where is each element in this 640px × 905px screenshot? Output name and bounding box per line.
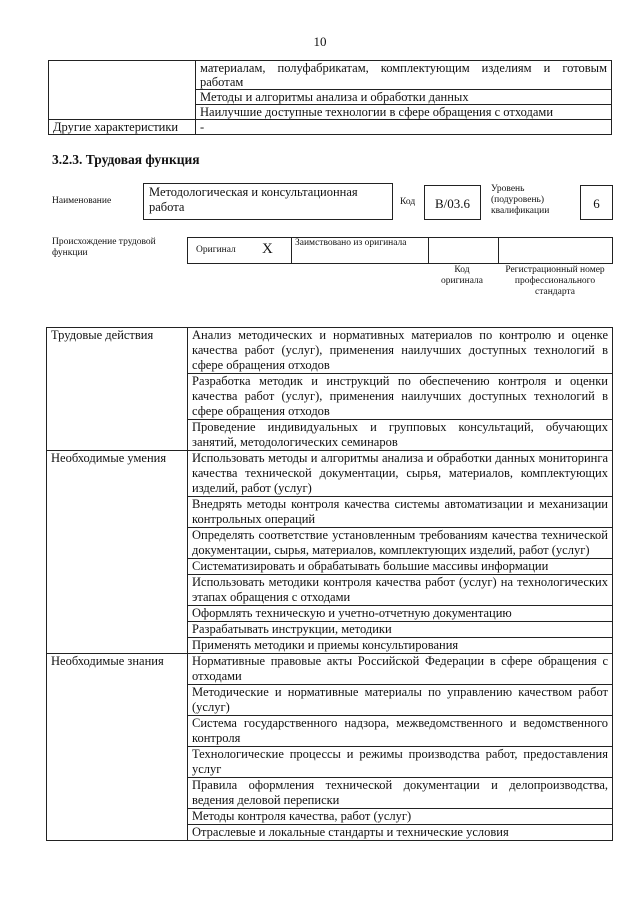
top-table-row: Наилучшие доступные технологии в сфере обращения с отходами [196,105,612,120]
table-row: Проведение индивидуальных и групповых консультаций, обучающих занятий, методологических семинаров [188,420,613,451]
reg-number-caption: Регистрационный номер профессионального стандарта [505,265,605,297]
category-label: Необходимые знания [47,654,188,841]
table-row: Разрабатывать инструкции, методики [188,622,613,638]
top-table [48,60,612,135]
level-label: Уровень (подуровень) квалификации [491,184,550,216]
top-table-row: Методы и алгоритмы анализа и обработки данных [196,90,612,105]
code-value: B/03.6 [434,196,471,211]
level-value-box [580,185,613,220]
name-value-box [143,183,393,220]
table-row: Внедрять методы контроля качества системы автоматизации и механизации контрольных операций [188,497,613,528]
table-row: Технологические процессы и режимы производства работ, предоставления услуг [188,747,613,778]
borrowed-label: Заимствовано из оригинала [295,238,407,248]
top-table-row: материалам, полуфабрикатам, комплектующим изделиям и готовым работам [196,61,612,90]
table-row: Методические и нормативные материалы по управлению качеством работ (услуг) [188,685,613,716]
name-value: Методологическая и консультационная работа [149,185,358,214]
table-row: Разработка методик и инструкций по обеспечению контроля и оценки качества работ (услуг), применения наилучших доступных технологий в сфере обращения отходов [188,374,613,420]
table-row: Правила оформления технической документации и делопроизводства, ведения деловой переписки [188,778,613,809]
table-row: Отраслевые и локальные стандарты и технические условия [188,825,613,841]
section-heading: 3.2.3. Трудовая функция [52,152,200,167]
other-characteristics-value: - [196,120,612,135]
category-label: Необходимые умения [47,451,188,654]
code-original-caption: Код оригинала [441,265,483,286]
origin-label: Происхождение трудовой функции [52,237,156,258]
table-row: Анализ методических и нормативных материалов по контролю и оценке качества работ (услуг), применения наилучших доступных технологий в сфере обращения отходов [188,328,613,374]
name-label: Наименование [52,196,112,206]
table-row: Нормативные правовые акты Российской Федерации в сфере обращения с отходами [188,654,613,685]
origin-box [187,237,613,264]
table-row: Применять методики и приемы консультирования [188,638,613,654]
top-table-empty-cell [49,61,196,120]
table-row: Система государственного надзора, межведомственного и ведомственного контроля [188,716,613,747]
table-row: Определять соответствие установленным требованиям качества технической документации, сырья, материалов, комплектующих изделий, работ (услуг) [188,528,613,559]
level-value: 6 [593,196,600,211]
page-number: 10 [313,34,327,49]
main-table [46,327,613,841]
table-row: Использовать методы и алгоритмы анализа и обработки данных мониторинга качества технической документации, сырья, материалов, комплектующих изделий, работ (услуг) [188,451,613,497]
code-label: Код [400,197,416,207]
table-row: Систематизировать и обрабатывать большие массивы информации [188,559,613,575]
table-row: Использовать методики контроля качества работ (услуг) на технологических этапах обращения с отходами [188,575,613,606]
other-characteristics-label: Другие характеристики [49,120,196,135]
table-row: Оформлять техническую и учетно-отчетную документацию [188,606,613,622]
category-label: Трудовые действия [47,328,188,451]
original-mark: X [262,241,273,257]
code-value-box [424,185,481,220]
original-label: Оригинал [196,245,236,255]
table-row: Методы контроля качества, работ (услуг) [188,809,613,825]
